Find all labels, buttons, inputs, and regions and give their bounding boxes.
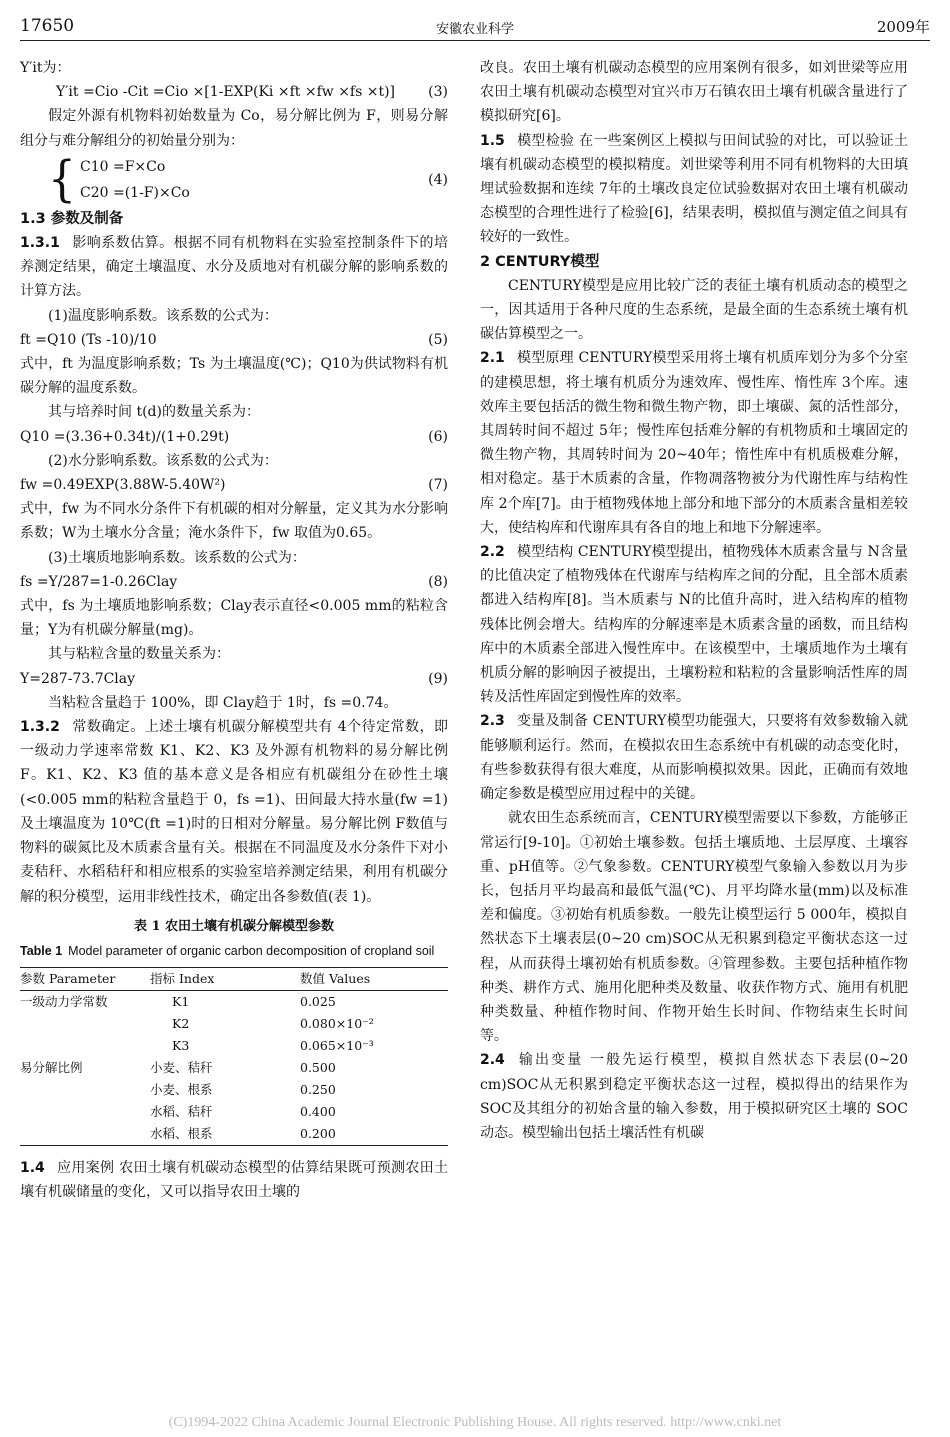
equation bbox=[20, 425, 448, 449]
table-header-row bbox=[20, 967, 448, 990]
equation-number: (6) bbox=[428, 428, 448, 445]
table-label: Table 1 bbox=[20, 943, 63, 958]
paragraph: CENTURY模型是应用比较广泛的表征土壤有机质动态的模型之一，因其适用于各种尺度的生态系统，是最全面的生态系统土壤有机碳估算模型之一。 bbox=[480, 277, 908, 343]
table-caption-cn: 表 1 农田土壤有机碳分解模型参数 bbox=[133, 918, 335, 934]
subsection-paragraph bbox=[480, 129, 908, 250]
table-cell: 水稻、根系 bbox=[150, 1125, 213, 1141]
table-header-cell: 数值 Values bbox=[300, 970, 371, 986]
table-row bbox=[20, 1123, 448, 1146]
page-header bbox=[20, 14, 930, 41]
subsection-number: 2.3 bbox=[480, 713, 505, 730]
index-symbol: K1 bbox=[172, 993, 190, 1009]
parameter-table bbox=[20, 967, 448, 1146]
subsection-paragraph bbox=[480, 346, 908, 540]
subsection-paragraph bbox=[20, 231, 448, 304]
table-cell bbox=[20, 1035, 150, 1057]
paragraph: (1)温度影响系数。该系数的公式为： bbox=[48, 307, 278, 324]
table-cell bbox=[20, 1013, 150, 1035]
index-symbol: K2 bbox=[172, 1015, 190, 1031]
table-cell bbox=[20, 1123, 150, 1146]
table-cell: 0.080×10⁻² bbox=[300, 1015, 374, 1031]
table-cell: 小麦、根系 bbox=[150, 1081, 213, 1097]
table-cell: 一级动力学常数 bbox=[20, 993, 108, 1009]
left-column bbox=[20, 56, 448, 1204]
publication-year: 2009年 bbox=[876, 18, 930, 36]
subsection-paragraph bbox=[480, 540, 908, 709]
paragraph: 式中，fs 为土壤质地影响系数；Clay表示直径<0.005 mm的粘粒含量；Y为有机碳分解量(mg)。 bbox=[20, 598, 448, 639]
subsection-number: 2.4 bbox=[480, 1052, 505, 1069]
table-cell: 0.250 bbox=[300, 1081, 336, 1097]
paragraph: 改良。农田土壤有机碳动态模型的应用案例有很多，如刘世梁等应用农田土壤有机碳动态模型对宜兴市万石镇农田土壤有机碳含量进行了模拟研究[6]。 bbox=[480, 60, 908, 125]
subsection-paragraph bbox=[480, 1048, 908, 1145]
subsection-paragraph bbox=[20, 1156, 448, 1204]
paragraph: (3)土壤质地影响系数。该系数的公式为： bbox=[48, 549, 306, 566]
page-number: 17650 bbox=[20, 16, 75, 36]
paragraph: 假定外源有机物料初始数量为 Co，易分解比例为 F，则易分解组分与难分解组分的初始量分别为： bbox=[20, 108, 448, 149]
equation bbox=[20, 667, 448, 691]
paragraph: 其与培养时间 t(d)的数量关系为： bbox=[48, 404, 260, 421]
table-row bbox=[20, 1057, 448, 1079]
subsection-number: 1.3.2 bbox=[20, 719, 60, 736]
table-cell bbox=[150, 1013, 300, 1035]
table-cell bbox=[150, 1035, 300, 1057]
table-cell: 0.200 bbox=[300, 1125, 336, 1141]
subsection-paragraph bbox=[20, 715, 448, 909]
equation-lines bbox=[80, 154, 428, 206]
table-cell: 小麦、秸秆 bbox=[150, 1059, 213, 1075]
equation-body: ft =Q10 (Ts -10)/10 bbox=[20, 331, 157, 348]
table-cell: 0.500 bbox=[300, 1059, 336, 1075]
table-cell: 0.025 bbox=[300, 993, 336, 1009]
subsection-paragraph bbox=[480, 709, 908, 806]
left-brace: { bbox=[48, 151, 76, 208]
table-header-cell: 参数 Parameter bbox=[20, 970, 116, 986]
copyright-footer: (C)1994-2022 China Academic Journal Electronic Publishing House. All rights reserved. http://www.cnki.net bbox=[168, 1415, 782, 1430]
paragraph: (2)水分影响系数。该系数的公式为： bbox=[48, 452, 278, 469]
paragraph-text: 应用案例 农田土壤有机碳动态模型的估算结果既可预测农田土壤有机碳储量的变化，又可以指导农田土壤的 bbox=[20, 1159, 448, 1201]
table-cell bbox=[20, 1101, 150, 1123]
equation-system bbox=[20, 153, 448, 207]
equation-number: (9) bbox=[428, 670, 448, 687]
equation-body: fw =0.49EXP(3.88W-5.40W²) bbox=[20, 477, 226, 494]
table-cell: 易分解比例 bbox=[20, 1059, 83, 1075]
section-heading: 1.3 参数及制备 bbox=[20, 210, 124, 227]
table-row bbox=[20, 1035, 448, 1057]
table-cell bbox=[150, 990, 300, 1013]
paragraph-text: 模型检验 在一些案例区上模拟与田间试验的对比，可以验证土壤有机碳动态模型的模拟精度。刘世梁等利用不同有机物料的大田填埋试验数据和连续 7年的土壤改良定位试验数据对农田土壤有机碳动态模型的合理性进行了检验[6]，结果表明，模拟值与测定值之间具有较好的一致性。 bbox=[480, 132, 908, 246]
paragraph-text: 模型原理 CENTURY模型采用将土壤有机质库划分为多个分室的建模思想，将土壤有机质分为速效库、慢性库、惰性库 3个库。速效库主要包括活的微生物和微生物产物，即土壤碳、氮的活性部分，其周转时间不超过 5年；慢性库包括难分解的有机物质和土壤固定的微生物产物，其周转时间为 20~40年；惰性库中有机质极难分解，相对稳定。基于木质素的含量，作物凋落物被分为代谢性库与结构性库 2个库[7]。由于植物残体地上部分和地下部分的木质素含量相差较大，使结构库和代谢库具有各自的地上和地下分解速率。 bbox=[480, 350, 908, 536]
section-heading: 2 CENTURY模型 bbox=[480, 253, 600, 270]
subsection-number: 1.3.1 bbox=[20, 235, 60, 252]
paragraph: Y′it为： bbox=[20, 60, 71, 76]
table-header-cell: 指标 Index bbox=[150, 970, 215, 986]
equation-line: C10 =F×Co bbox=[80, 158, 166, 175]
equation bbox=[20, 80, 448, 104]
subsection-number: 1.5 bbox=[480, 132, 505, 149]
equation-number: (8) bbox=[428, 573, 448, 590]
equation-body: fs =Y/287=1-0.26Clay bbox=[20, 573, 178, 590]
paragraph-text: 影响系数估算。根据不同有机物料在实验室控制条件下的培养测定结果，确定土壤温度、水分及质地对有机碳分解的影响系数的计算方法。 bbox=[20, 235, 448, 300]
paragraph: 式中，fw 为不同水分条件下有机碳的相对分解量，定义其为水分影响系数；W为土壤水分含量；淹水条件下，fw 取值为0.65。 bbox=[20, 501, 448, 542]
equation-line: C20 =(1-F)×Co bbox=[80, 184, 190, 201]
table-cell: 0.065×10⁻³ bbox=[300, 1037, 374, 1053]
table-row bbox=[20, 990, 448, 1013]
subsection-number: 1.4 bbox=[20, 1159, 45, 1176]
equation-body: Q10 =(3.36+0.34t)/(1+0.29t) bbox=[20, 428, 230, 445]
equation bbox=[20, 473, 448, 497]
subsection-number: 2.1 bbox=[480, 350, 505, 367]
equation bbox=[20, 328, 448, 352]
paragraph: 当粘粒含量趋于 100%，即 Clay趋于 1时，fs =0.74。 bbox=[48, 694, 398, 711]
table-cell: 水稻、秸秆 bbox=[150, 1103, 213, 1119]
equation-body: Y′it =Cio -Cit =Cio ×[1-EXP(Ki ×ft ×fw ×fs ×t)] bbox=[56, 84, 396, 101]
paragraph: 其与粘粒含量的数量关系为： bbox=[48, 646, 230, 663]
table-cell: 0.400 bbox=[300, 1103, 336, 1119]
table-caption-text: Model parameter of organic carbon decomposition of cropland soil bbox=[68, 943, 435, 958]
equation-number: (5) bbox=[428, 331, 448, 348]
paragraph: 式中，ft 为温度影响系数；Ts 为土壤温度(℃)；Q10为供试物料有机碳分解的温度系数。 bbox=[20, 356, 448, 397]
table-row bbox=[20, 1013, 448, 1035]
equation-number: (7) bbox=[428, 477, 448, 494]
subsection-number: 2.2 bbox=[480, 544, 505, 561]
paragraph-text: 模型结构 CENTURY模型提出，植物残体木质素含量与 N含量的比值决定了植物残体在代谢库与结构库之间的分配，且全部木质素都进入结构库[8]。当木质素与 N的比值升高时，进入结构库的植物残体比例会增大。结构库的分解速率是木质素含量的函数，而且结构库中的木质素全部进入慢性库中。在该模型中，土壤质地作为土壤有机质分解的影响因子被提出，土壤粉粒和粘粒的含量影响活性库的周转及活性库固定到慢性库的效率。 bbox=[480, 544, 908, 706]
journal-name: 安徽农业科学 bbox=[435, 22, 514, 37]
table-cell bbox=[20, 1079, 150, 1101]
paragraph-text: 输出变量 一般先运行模型，模拟自然状态下表层(0~20 cm)SOC从无积累到稳定平衡状态这一过程，模拟得出的结果作为 SOC及其组分的初始含量的输入参数，用于模拟研究区土壤的 SOC动态。模型输出包括土壤活性有机碳 bbox=[480, 1052, 908, 1141]
table-row bbox=[20, 1101, 448, 1123]
table-row bbox=[20, 1079, 448, 1101]
equation-number: (4) bbox=[428, 171, 448, 188]
equation-number: (3) bbox=[428, 84, 448, 101]
paragraph-text: 常数确定。上述土壤有机碳分解模型共有 4个待定常数，即一级动力学速率常数 K1、K2、K3 及外源有机物料的易分解比例 F。K1、K2、K3 值的基本意义是各相应有机碳组分在砂性土壤(<0.005 mm的粘粒含量趋于 0，fs =1)、田间最大持水量(fw =1)及土壤温度为 10℃(ft =1)时的日相对分解量。易分解比例 F数值与物料的碳氮比及木质素含量有关。根据在不同温度及水分条件下对小麦秸秆、水稻秸秆和相应根系的实验室培养测定结果，利用有机碳分解的积分模型，运用非线性技术，确定出各参数值(表 1)。 bbox=[20, 719, 448, 905]
right-column bbox=[480, 56, 908, 1145]
equation-body: Y=287-73.7Clay bbox=[20, 670, 136, 687]
paragraph: 就农田生态系统而言，CENTURY模型需要以下参数，方能够正常运行[9-10]。①初始土壤参数。包括土壤质地、土层厚度、土壤容重、pH值等。②气象参数。CENTURY模型气象输入参数以月为步长，包括月平均最高和最低气温(℃)、月平均降水量(mm)以及标准差和偏度。③初始有机质参数。一般先让模型运行 5 000年，模拟自然状态下土壤表层(0~20 cm)SOC从无积累到稳定平衡状态这一过程，从而获得土壤初始有机质参数。④管理参数。主要包括种植作物种类、耕作方式、施用化肥种类及数量、收获作物方式、施用有机肥种类数量、种植作物时间、作物开始生长时间、作物结束生长时间等。 bbox=[480, 810, 908, 1045]
index-symbol: K3 bbox=[172, 1037, 190, 1053]
equation bbox=[20, 570, 448, 594]
paragraph-text: 变量及制备 CENTURY模型功能强大，只要将有效参数输入就能够顺利运行。然而，在模拟农田生态系统中有机碳的动态变化时，有些参数获得有很大难度，从而影响模拟效果。因此，正确而有效地确定参数是模型应用过程中的关键。 bbox=[480, 713, 908, 803]
table-caption-en bbox=[20, 941, 448, 961]
